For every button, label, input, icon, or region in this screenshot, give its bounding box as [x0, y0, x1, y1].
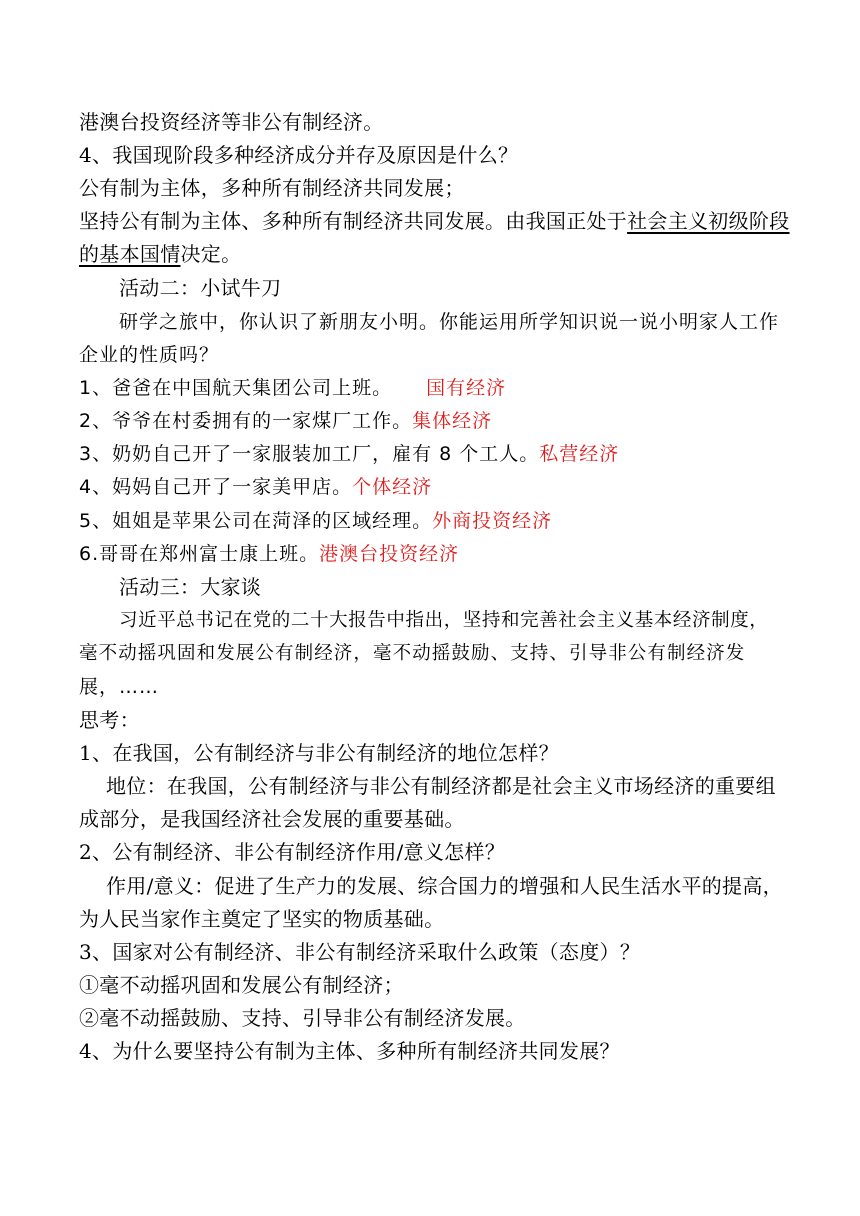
item-text: 4、妈妈自己开了一家美甲店。: [79, 476, 353, 498]
paragraph-text: 展，……: [79, 676, 160, 698]
question-line: [79, 739, 559, 767]
answer-text: 外商投资经济: [432, 510, 553, 532]
list-item: [79, 440, 619, 468]
list-item: [79, 507, 552, 535]
text-line: [79, 174, 465, 202]
activity-heading: [119, 573, 261, 601]
underlined-text: 社会主义初级阶段: [627, 209, 790, 233]
item-text: ②毫不动摇鼓励、支持、引导非公有制经济发展。: [79, 1006, 526, 1030]
answer-text: 港澳台投资经济: [319, 543, 460, 565]
paragraph-text: 成部分，是我国经济社会发展的重要基础。: [79, 807, 465, 831]
text-line: [119, 607, 768, 635]
paragraph-text: 坚持公有制为主体、多种所有制经济共同发展。由我国正处于: [79, 209, 628, 233]
item-text: 5、姐姐是苹果公司在菏泽的区域经理。: [79, 510, 433, 532]
answer-text: 集体经济: [412, 410, 493, 432]
question-line: [79, 938, 640, 966]
label-text: 思考：: [79, 708, 140, 732]
list-item: [79, 540, 459, 568]
text-line: [79, 640, 745, 668]
text-line: [106, 772, 776, 800]
question-text: 3、国家对公有制经济、非公有制经济采取什么政策（态度）？: [79, 940, 641, 964]
section-label: [79, 706, 140, 734]
paragraph-text: 地位：在我国，公有制经济与非公有制经济都是社会主义市场经济的重要组: [106, 774, 776, 798]
paragraph-text: 习近平总书记在党的二十大报告中指出，坚持和完善社会主义基本经济制度，: [119, 610, 769, 631]
answer-text: 个体经济: [352, 476, 433, 498]
underlined-text: 的基本国情: [79, 242, 181, 266]
paragraph-text: 为人民当家作主奠定了坚实的物质基础。: [79, 907, 445, 931]
item-text: 6.哥哥在郑州富士康上班。: [79, 543, 320, 565]
item-text: 2、爷爷在村委拥有的一家煤厂工作。: [79, 410, 413, 432]
text-line: [106, 872, 783, 900]
paragraph-text: 公有制为主体，多种所有制经济共同发展；: [79, 176, 465, 200]
item-text: 3、奶奶自己开了一家服装加工厂，雇有 8 个工人。: [79, 443, 540, 465]
text-line: [79, 673, 159, 701]
heading-text: 活动二：小试牛刀: [119, 276, 282, 300]
text-line: [119, 308, 779, 336]
question-text: 4、我国现阶段多种经济成分并存及原因是什么？: [79, 143, 519, 167]
activity-heading: [119, 274, 281, 302]
text-line: [79, 108, 384, 136]
list-item: [79, 971, 404, 999]
paragraph-text: 研学之旅中，你认识了新朋友小明。你能运用所学知识说一说小明家人工作: [119, 311, 780, 333]
question-line: [79, 838, 505, 866]
list-item: [79, 374, 506, 402]
text-line: [79, 341, 219, 369]
question-line: [79, 141, 518, 169]
question-text: 2、公有制经济、非公有制经济作用/意义怎样？: [79, 840, 506, 864]
item-text: ①毫不动摇巩固和发展公有制经济；: [79, 973, 404, 997]
paragraph-text: 作用/意义：促进了生产力的发展、综合国力的增强和人民生活水平的提高，: [106, 874, 783, 898]
question-text: 1、在我国，公有制经济与非公有制经济的地位怎样？: [79, 741, 559, 765]
paragraph-text: 毫不动摇巩固和发展公有制经济，毫不动摇鼓励、支持、引导非公有制经济发: [79, 643, 746, 664]
heading-text: 活动三：大家谈: [119, 575, 262, 599]
answer-text: 国有经济: [426, 377, 507, 399]
list-item: [79, 473, 432, 501]
question-line: [79, 1037, 620, 1065]
text-line: [79, 240, 241, 268]
list-item: [79, 407, 492, 435]
paragraph-text: 决定。: [180, 242, 242, 266]
text-line: [79, 905, 444, 933]
paragraph-text: 港澳台投资经济等非公有制经济。: [79, 110, 384, 134]
question-text: 4、为什么要坚持公有制为主体、多种所有制经济共同发展？: [79, 1039, 620, 1063]
text-line: [79, 207, 790, 235]
paragraph-text: 企业的性质吗？: [79, 344, 220, 366]
answer-text: 私营经济: [539, 443, 620, 465]
text-line: [79, 805, 465, 833]
item-text: 1、爸爸在中国航天集团公司上班。: [79, 377, 393, 399]
list-item: [79, 1004, 526, 1032]
